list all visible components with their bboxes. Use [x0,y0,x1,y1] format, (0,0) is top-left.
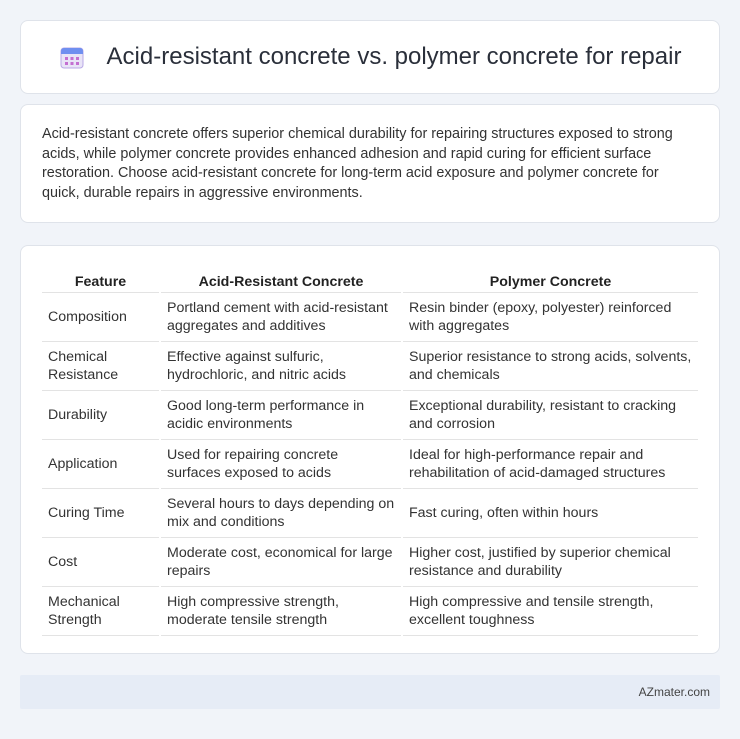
polymer-cell: Exceptional durability, resistant to cracking and corrosion [402,390,698,439]
feature-cell: Curing Time [42,488,160,537]
comparison-table [42,266,698,636]
column-header-polymer: Polymer Concrete [402,266,698,292]
polymer-cell: High compressive and tensile strength, excellent toughness [402,586,698,635]
acid-resistant-cell: Effective against sulfuric, hydrochloric, and nitric acids [160,341,402,390]
polymer-cell: Higher cost, justified by superior chemical resistance and durability [402,537,698,586]
feature-cell: Cost [42,537,160,586]
table-row [42,439,698,488]
page-title: Acid-resistant concrete vs. polymer concrete for repair [106,43,682,70]
table-row [42,341,698,390]
acid-resistant-cell: Used for repairing concrete surfaces exposed to acids [160,439,402,488]
table-row [42,292,698,341]
table-row [42,586,698,635]
acid-resistant-cell: Moderate cost, economical for large repairs [160,537,402,586]
feature-cell: Durability [42,390,160,439]
calendar-icon [59,44,85,70]
column-header-feature: Feature [42,266,160,292]
acid-resistant-cell: Portland cement with acid-resistant aggregates and additives [160,292,402,341]
feature-cell: Chemical Resistance [42,341,160,390]
polymer-cell: Fast curing, often within hours [402,488,698,537]
footer [20,675,720,709]
title-card [20,20,720,94]
column-header-acid-resistant: Acid-Resistant Concrete [160,266,402,292]
acid-resistant-cell: High compressive strength, moderate tensile strength [160,586,402,635]
summary-card [20,104,720,223]
polymer-cell: Resin binder (epoxy, polyester) reinforced with aggregates [402,292,698,341]
table-row [42,488,698,537]
acid-resistant-cell: Good long-term performance in acidic environments [160,390,402,439]
summary-text: Acid-resistant concrete offers superior chemical durability for repairing structures exposed to strong acids, while polymer concrete provides enhanced adhesion and rapid curing for efficient surface restoration. Choose acid-resistant concrete for long-term acid exposure and polymer concrete for quick, durable repairs in aggressive environments. [42,126,673,201]
table-header-row [42,266,698,292]
polymer-cell: Ideal for high-performance repair and rehabilitation of acid-damaged structures [402,439,698,488]
table-row [42,537,698,586]
polymer-cell: Superior resistance to strong acids, solvents, and chemicals [402,341,698,390]
comparison-card [20,245,720,654]
footer-brand[interactable]: AZmater.com [638,685,710,699]
feature-cell: Application [42,439,160,488]
acid-resistant-cell: Several hours to days depending on mix and conditions [160,488,402,537]
feature-cell: Composition [42,292,160,341]
table-row [42,390,698,439]
feature-cell: Mechanical Strength [42,586,160,635]
